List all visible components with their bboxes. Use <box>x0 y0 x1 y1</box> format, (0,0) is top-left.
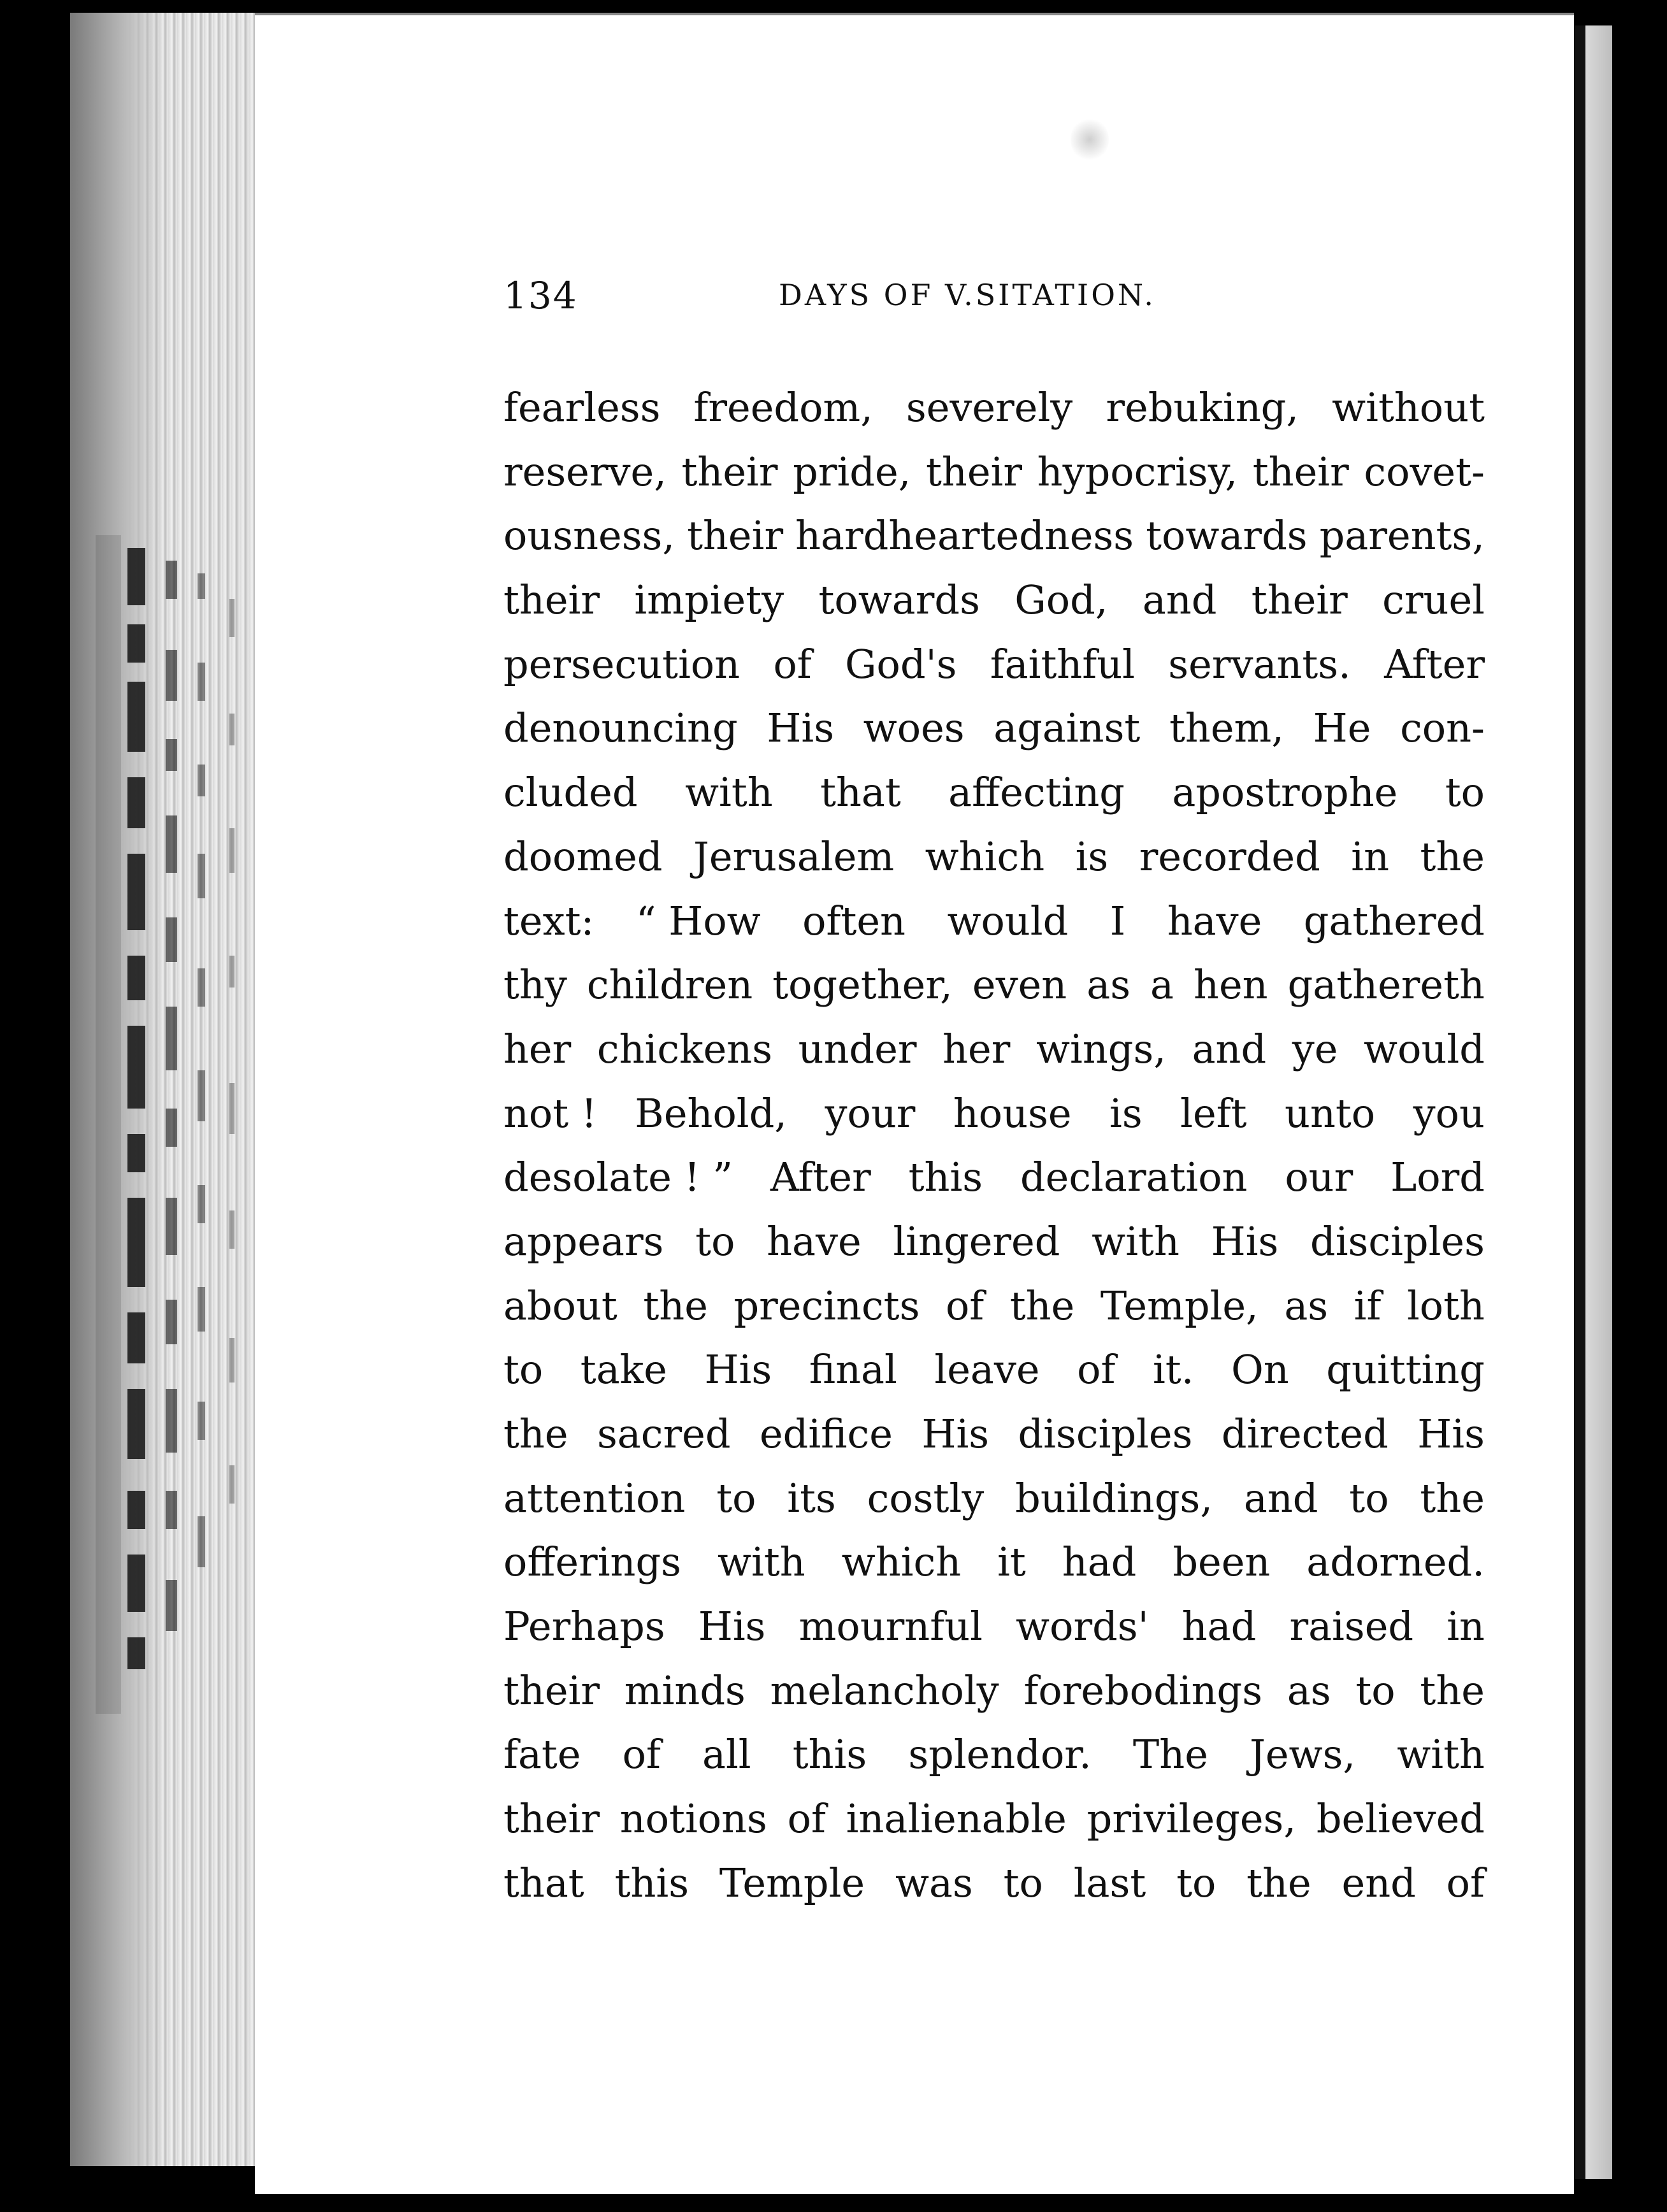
word: the <box>1420 1474 1485 1521</box>
word: under <box>798 1025 917 1072</box>
word: adorned. <box>1306 1539 1485 1586</box>
word: them, <box>1169 705 1285 752</box>
text-line <box>503 1082 1485 1146</box>
word: believed <box>1316 1795 1485 1842</box>
word: the <box>1420 1667 1485 1714</box>
word: together, <box>772 961 953 1009</box>
word: hypocrisy, <box>1037 448 1238 495</box>
word: raised <box>1289 1603 1414 1650</box>
word: precincts <box>733 1282 920 1329</box>
word: notions <box>619 1795 767 1842</box>
word: with <box>1092 1217 1180 1265</box>
word: the <box>643 1282 708 1329</box>
word: which <box>925 833 1045 880</box>
word: splendor. <box>908 1731 1092 1778</box>
word: disciples <box>1310 1217 1485 1265</box>
word: as <box>1086 961 1131 1009</box>
word: with <box>684 769 773 816</box>
word: denouncing <box>503 705 738 752</box>
text-line <box>503 1274 1485 1339</box>
library-stamp-graphic <box>83 522 274 1733</box>
word: Behold, <box>635 1089 788 1137</box>
word: this <box>908 1154 983 1201</box>
word: their <box>503 577 600 624</box>
word: impiety <box>634 577 784 624</box>
text-line <box>503 1723 1485 1787</box>
word: mournful <box>798 1603 983 1650</box>
word: is <box>1109 1089 1143 1137</box>
word: their <box>1251 577 1348 624</box>
word: The <box>1132 1731 1208 1778</box>
word: chickens <box>596 1025 773 1072</box>
word: with <box>717 1539 805 1586</box>
word: doomed <box>503 833 663 880</box>
word: severely <box>906 384 1073 431</box>
word: you <box>1413 1089 1485 1137</box>
word: costly <box>867 1474 985 1521</box>
text-line <box>503 440 1485 505</box>
text-line <box>503 1017 1485 1082</box>
word: as <box>1284 1282 1329 1329</box>
text-line <box>503 1787 1485 1851</box>
word: loth <box>1406 1282 1485 1329</box>
word: left <box>1180 1089 1247 1137</box>
word: its <box>787 1474 836 1521</box>
word: to <box>1355 1667 1396 1714</box>
word: After <box>770 1154 871 1201</box>
word: wings, <box>1036 1025 1166 1072</box>
word: sacred <box>596 1411 731 1457</box>
word: a <box>1150 961 1174 1009</box>
word: would <box>1364 1025 1485 1072</box>
word: quitting <box>1326 1346 1485 1393</box>
word: fate <box>503 1731 581 1778</box>
word: woes <box>863 705 965 752</box>
word: hen <box>1194 961 1268 1009</box>
word: thy <box>503 961 567 1009</box>
word: God, <box>1014 577 1108 624</box>
word: freedom, <box>693 384 873 431</box>
word: rebuking, <box>1106 384 1299 431</box>
word: that <box>820 769 901 816</box>
text-line <box>503 1402 1485 1467</box>
word: in <box>1447 1603 1485 1650</box>
library-stamp <box>83 522 274 1733</box>
word: melancholy <box>770 1667 999 1714</box>
word: to <box>1349 1474 1389 1521</box>
word: ye <box>1292 1025 1338 1072</box>
word: that <box>503 1859 584 1906</box>
word: gathered <box>1303 897 1485 944</box>
word: I <box>1109 897 1126 944</box>
word: last <box>1073 1859 1146 1906</box>
word: God's <box>845 640 957 687</box>
word: Temple <box>719 1859 865 1906</box>
running-head <box>503 274 1485 338</box>
binding-shadow <box>1574 25 1585 2179</box>
word: minds <box>624 1667 746 1714</box>
word: been <box>1173 1539 1271 1586</box>
word: it. <box>1152 1346 1194 1393</box>
word: if <box>1353 1282 1382 1329</box>
word: and <box>1192 1025 1267 1072</box>
word: their <box>503 1667 600 1714</box>
word: cruel <box>1382 577 1485 624</box>
word: His <box>1211 1217 1279 1265</box>
word: their <box>687 512 784 559</box>
word: their <box>503 1795 600 1842</box>
word: Temple, <box>1100 1282 1259 1329</box>
word: inalienable <box>846 1795 1067 1842</box>
word: His <box>704 1346 772 1393</box>
text-line <box>503 761 1485 825</box>
page-number: 134 <box>503 274 578 317</box>
text-line <box>503 1851 1485 1916</box>
word: the <box>1420 833 1485 880</box>
word: recorded <box>1139 833 1320 880</box>
word: to <box>1176 1859 1216 1906</box>
word: had <box>1062 1539 1137 1586</box>
word: leave <box>934 1346 1040 1393</box>
word: His <box>921 1411 990 1457</box>
word: servants. <box>1168 640 1351 687</box>
word: the <box>1246 1859 1311 1906</box>
word: His <box>1417 1411 1485 1457</box>
word: affecting <box>948 769 1125 816</box>
word: to <box>716 1474 756 1521</box>
word: the <box>1009 1282 1075 1329</box>
word: “ How <box>635 897 761 944</box>
word: gathereth <box>1287 961 1485 1009</box>
word: about <box>503 1282 617 1329</box>
word: was <box>895 1859 973 1906</box>
word: their <box>926 448 1023 495</box>
word: declaration <box>1020 1154 1248 1201</box>
word: this <box>614 1859 689 1906</box>
word: reserve, <box>503 448 667 495</box>
word: of <box>622 1731 661 1778</box>
word: which <box>841 1539 962 1586</box>
word: it <box>997 1539 1026 1586</box>
word: pride, <box>793 448 911 495</box>
word: have <box>767 1217 862 1265</box>
word: Perhaps <box>503 1603 665 1650</box>
word: con- <box>1400 705 1485 752</box>
word: all <box>702 1731 751 1778</box>
word: fearless <box>503 384 661 431</box>
word: our <box>1285 1154 1353 1201</box>
text-line <box>503 953 1485 1017</box>
text-line <box>503 1210 1485 1274</box>
word: as <box>1287 1667 1331 1714</box>
word: forebodings <box>1023 1667 1263 1714</box>
word: not ! <box>503 1089 597 1137</box>
text-line <box>503 1467 1485 1531</box>
word: children <box>586 961 753 1009</box>
text-line <box>503 633 1485 697</box>
word: disciples <box>1018 1411 1193 1457</box>
word: take <box>580 1346 667 1393</box>
word: words' <box>1016 1603 1149 1650</box>
page-smudge <box>1071 117 1109 162</box>
word: of <box>1446 1859 1485 1906</box>
word: appears <box>503 1217 664 1265</box>
word: their <box>681 448 778 495</box>
word: attention <box>503 1474 686 1521</box>
word: your <box>825 1089 916 1137</box>
word: her <box>942 1025 1011 1072</box>
word: is <box>1075 833 1109 880</box>
text-line <box>503 1338 1485 1402</box>
word: of <box>1077 1346 1116 1393</box>
word: Lord <box>1390 1154 1485 1201</box>
word: without <box>1332 384 1485 431</box>
word: persecution <box>503 640 740 687</box>
word: often <box>802 897 906 944</box>
text-line <box>503 696 1485 761</box>
text-line <box>503 1530 1485 1595</box>
text-line <box>503 568 1485 633</box>
text-line <box>503 889 1485 954</box>
word: end <box>1341 1859 1416 1906</box>
word: her <box>503 1025 572 1072</box>
word: offerings <box>503 1539 681 1586</box>
word: and <box>1142 577 1217 624</box>
word: Jerusalem <box>693 833 895 880</box>
word: even <box>972 961 1067 1009</box>
word: their <box>1252 448 1349 495</box>
text-line <box>503 1595 1485 1659</box>
word: privileges, <box>1086 1795 1297 1842</box>
word: to <box>1445 769 1485 816</box>
word: of <box>787 1795 826 1842</box>
word: towards <box>1146 512 1308 559</box>
word: ousness, <box>503 512 675 559</box>
word: On <box>1230 1346 1289 1393</box>
word: lingered <box>893 1217 1060 1265</box>
word: to <box>503 1346 544 1393</box>
text-line <box>503 376 1485 440</box>
word: hardheartedness <box>795 512 1134 559</box>
word: faithful <box>990 640 1136 687</box>
word: Jews, <box>1250 1731 1356 1778</box>
text-line <box>503 504 1485 568</box>
text-line <box>503 825 1485 889</box>
word: the <box>503 1411 568 1457</box>
word: house <box>953 1089 1072 1137</box>
word: against <box>993 705 1141 752</box>
word: final <box>809 1346 897 1393</box>
word: parents, <box>1319 512 1485 559</box>
word: His <box>698 1603 766 1650</box>
word: buildings, <box>1015 1474 1213 1521</box>
word: to <box>1003 1859 1043 1906</box>
word: His <box>767 705 835 752</box>
word: After <box>1384 640 1485 687</box>
word: with <box>1397 1731 1485 1778</box>
word: would <box>947 897 1069 944</box>
word: directed <box>1221 1411 1389 1457</box>
word: of <box>945 1282 985 1329</box>
text-line <box>503 1659 1485 1723</box>
running-title: DAYS OF V.SITATION. <box>779 278 1156 312</box>
word: to <box>695 1217 735 1265</box>
word: desolate ! ” <box>503 1154 733 1201</box>
text-line <box>503 1146 1485 1210</box>
word: had <box>1181 1603 1257 1650</box>
word: edifice <box>759 1411 893 1457</box>
body-text <box>503 376 1485 1916</box>
word: cluded <box>503 769 638 816</box>
word: apostrophe <box>1172 769 1398 816</box>
word: towards <box>818 577 980 624</box>
word: this <box>792 1731 867 1778</box>
word: and <box>1243 1474 1318 1521</box>
word: in <box>1351 833 1389 880</box>
word: have <box>1167 897 1262 944</box>
word: text: <box>503 897 595 944</box>
word: He <box>1313 705 1371 752</box>
word: covet- <box>1364 448 1485 495</box>
word: unto <box>1285 1089 1376 1137</box>
word: of <box>773 640 812 687</box>
